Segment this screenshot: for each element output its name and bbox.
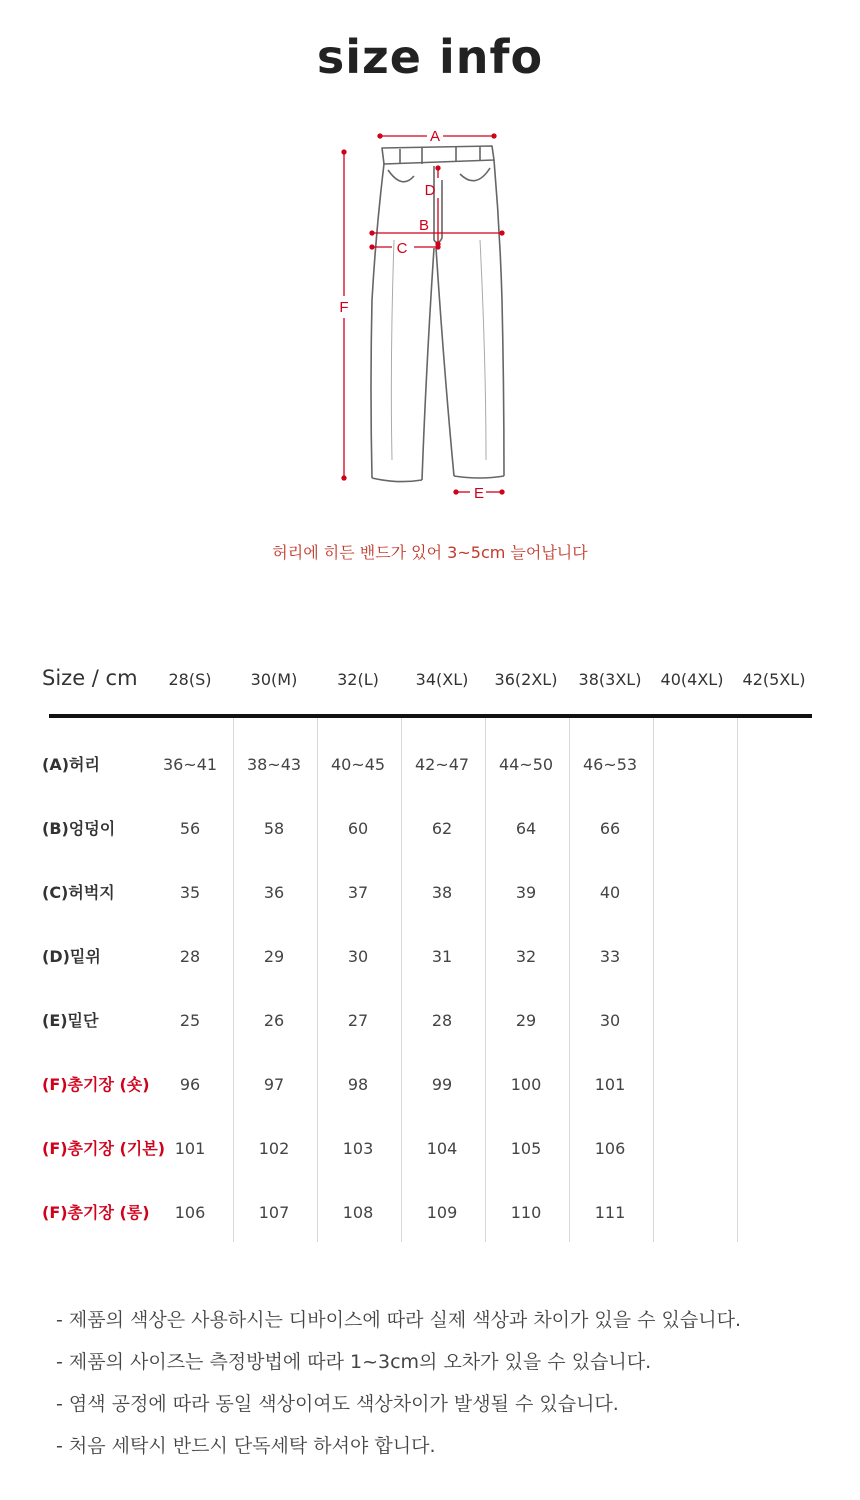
table-cell: 28 xyxy=(431,1011,453,1030)
table-cell: 36 xyxy=(263,883,285,902)
table-cell: 103 xyxy=(342,1139,374,1158)
row-label: (B)엉덩이 xyxy=(42,819,116,838)
table-cell: 102 xyxy=(258,1139,290,1158)
table-cell: 37 xyxy=(347,883,369,902)
care-notes xyxy=(56,1305,836,1473)
table-cell: 60 xyxy=(347,819,369,838)
header-size: 34(XL) xyxy=(415,670,469,689)
table-cell: 108 xyxy=(342,1203,374,1222)
table-cell: 109 xyxy=(426,1203,458,1222)
note-line: - 염색 공정에 따라 동일 색상이여도 색상차이가 발생될 수 있습니다. xyxy=(56,1393,619,1415)
note-line: - 제품의 색상은 사용하시는 디바이스에 따라 실제 색상과 차이가 있을 수 있습니다. xyxy=(56,1309,742,1331)
table-cell: 101 xyxy=(594,1075,626,1094)
table-cell: 30 xyxy=(347,947,369,966)
table-row xyxy=(40,974,820,1038)
table-cell: 28 xyxy=(179,947,201,966)
table-row xyxy=(40,1038,820,1102)
table-row xyxy=(40,910,820,974)
table-cell: 38~43 xyxy=(246,755,302,774)
table-cell: 58 xyxy=(263,819,285,838)
note-line: - 처음 세탁시 반드시 단독세탁 하셔야 합니다. xyxy=(56,1435,436,1457)
table-cell: 100 xyxy=(510,1075,542,1094)
table-cell: 104 xyxy=(426,1139,458,1158)
row-label: (C)허벅지 xyxy=(42,883,115,902)
table-cell: 107 xyxy=(258,1203,290,1222)
label-a: A xyxy=(429,128,441,145)
table-cell: 29 xyxy=(263,947,285,966)
table-cell: 35 xyxy=(179,883,201,902)
table-cell: 101 xyxy=(174,1139,206,1158)
table-cell: 36~41 xyxy=(162,755,218,774)
table-header xyxy=(40,660,820,712)
table-cell: 64 xyxy=(515,819,537,838)
table-row xyxy=(40,718,820,782)
header-label: Size / cm xyxy=(42,666,138,690)
stretch-note: 허리에 히든 밴드가 있어 3~5cm 늘어납니다 xyxy=(272,543,588,562)
table-cell: 32 xyxy=(515,947,537,966)
table-cell: 26 xyxy=(263,1011,285,1030)
header-size: 28(S) xyxy=(168,670,212,689)
table-cell: 56 xyxy=(179,819,201,838)
table-row xyxy=(40,782,820,846)
header-size: 32(L) xyxy=(337,670,379,689)
table-row xyxy=(40,1166,820,1230)
header-size: 42(5XL) xyxy=(742,670,806,689)
label-c: C xyxy=(396,240,408,257)
table-cell: 44~50 xyxy=(498,755,554,774)
header-size: 36(2XL) xyxy=(494,670,558,689)
table-cell: 99 xyxy=(431,1075,453,1094)
table-cell: 40~45 xyxy=(330,755,386,774)
table-cell: 105 xyxy=(510,1139,542,1158)
table-cell: 31 xyxy=(431,947,453,966)
table-cell: 98 xyxy=(347,1075,369,1094)
table-cell: 110 xyxy=(510,1203,542,1222)
table-cell: 39 xyxy=(515,883,537,902)
row-label: (F)총기장 (숏) xyxy=(42,1075,150,1094)
page-title: size info xyxy=(316,30,544,84)
table-cell: 40 xyxy=(599,883,621,902)
table-cell: 30 xyxy=(599,1011,621,1030)
table-row xyxy=(40,1102,820,1166)
table-cell: 96 xyxy=(179,1075,201,1094)
table-cell: 97 xyxy=(263,1075,285,1094)
row-label: (F)총기장 (기본) xyxy=(42,1139,166,1158)
table-cell: 106 xyxy=(174,1203,206,1222)
size-table xyxy=(40,660,820,1222)
table-row xyxy=(40,846,820,910)
table-cell: 46~53 xyxy=(582,755,638,774)
table-cell: 38 xyxy=(431,883,453,902)
row-label: (F)총기장 (롱) xyxy=(42,1203,150,1222)
table-cell: 106 xyxy=(594,1139,626,1158)
label-e: E xyxy=(473,485,485,502)
header-size: 30(M) xyxy=(250,670,298,689)
table-cell: 29 xyxy=(515,1011,537,1030)
label-d: D xyxy=(424,182,436,199)
table-body xyxy=(40,718,820,1242)
table-cell: 62 xyxy=(431,819,453,838)
row-label: (A)허리 xyxy=(42,755,100,774)
label-b: B xyxy=(418,217,430,234)
table-cell: 111 xyxy=(594,1203,626,1222)
table-cell: 33 xyxy=(599,947,621,966)
pants-measurement-diagram xyxy=(330,120,530,510)
table-cell: 25 xyxy=(179,1011,201,1030)
header-size: 38(3XL) xyxy=(578,670,642,689)
row-label: (E)밑단 xyxy=(42,1011,99,1030)
table-cell: 27 xyxy=(347,1011,369,1030)
table-cell: 42~47 xyxy=(414,755,470,774)
label-f: F xyxy=(339,299,349,316)
header-size: 40(4XL) xyxy=(660,670,724,689)
table-cell: 66 xyxy=(599,819,621,838)
row-label: (D)밑위 xyxy=(42,947,101,966)
pants-illustration xyxy=(330,120,530,510)
note-line: - 제품의 사이즈는 측정방법에 따라 1~3cm의 오차가 있을 수 있습니다. xyxy=(56,1351,652,1373)
